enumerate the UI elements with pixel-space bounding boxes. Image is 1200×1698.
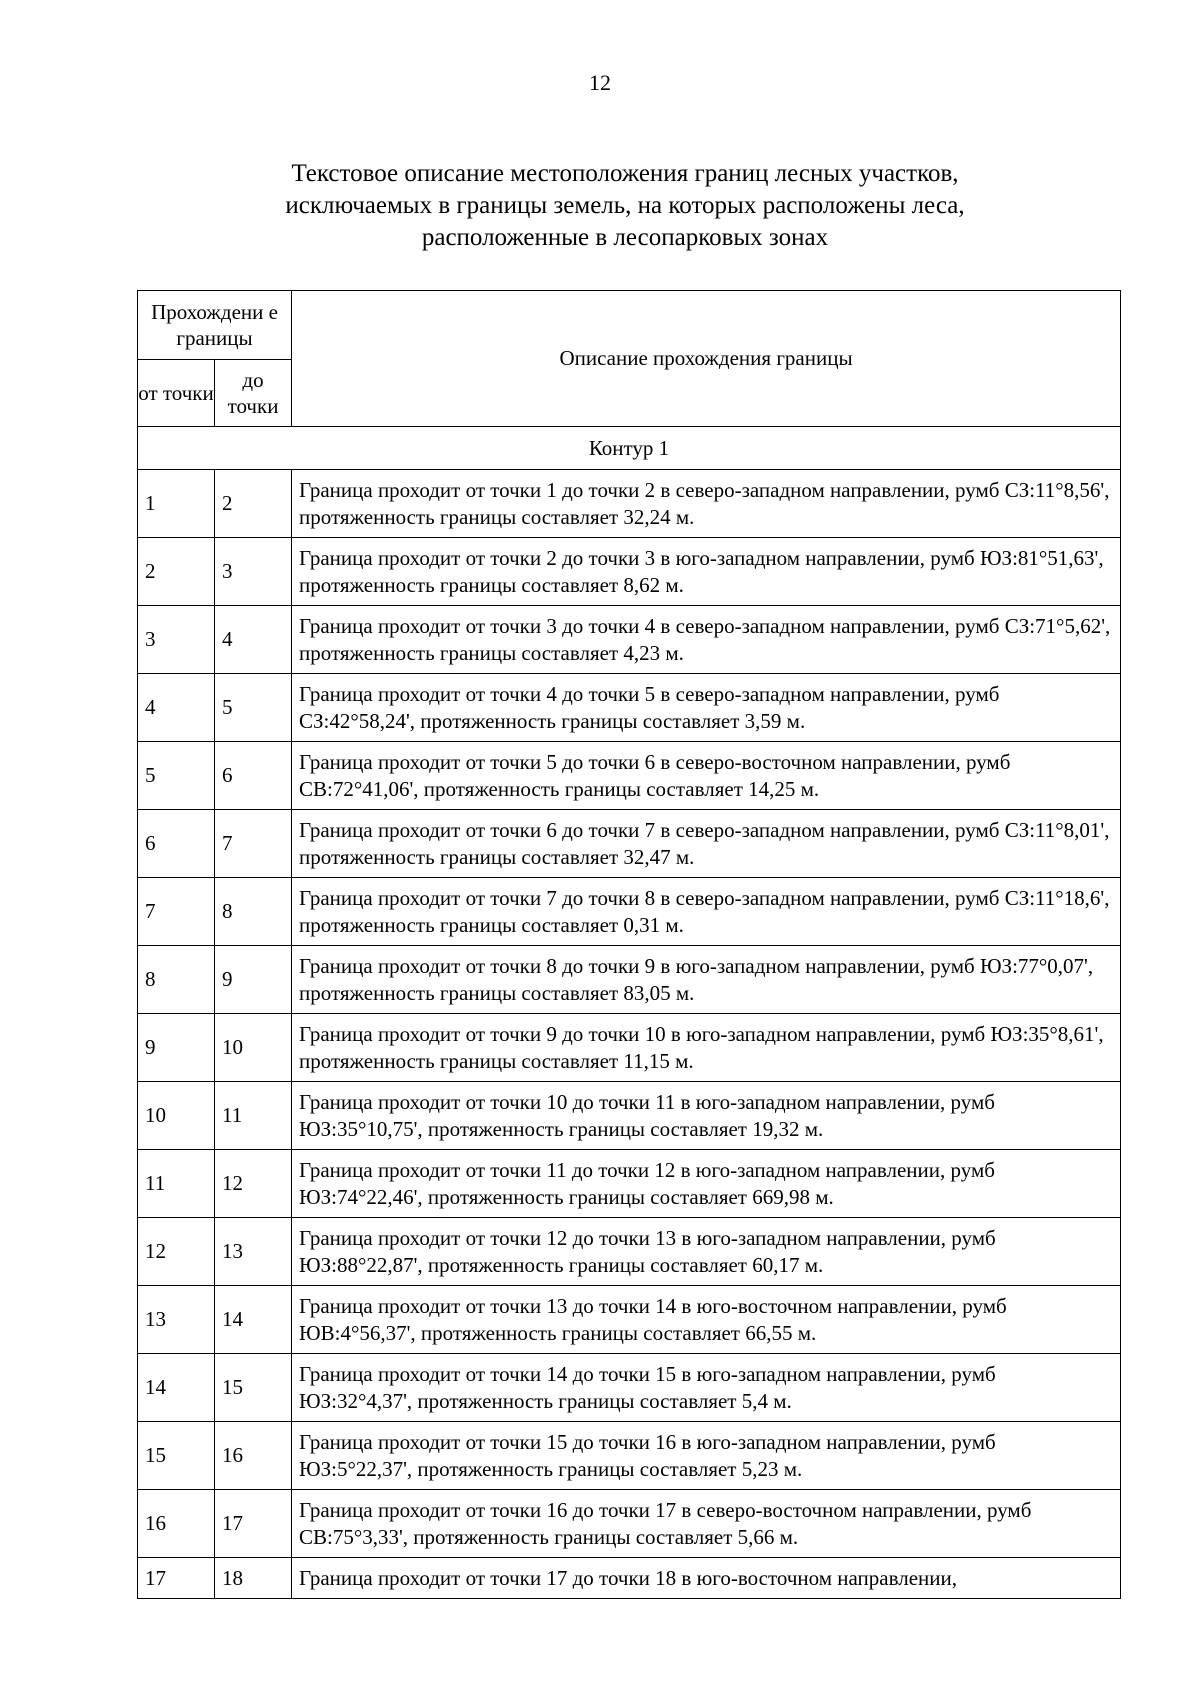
to-point-cell: 10 <box>215 1014 292 1082</box>
description-cell: Граница проходит от точки 3 до точки 4 в северо-западном направлении, румб СЗ:71°5,62', протяженность границы составляет 4,23 м. <box>292 606 1121 674</box>
description-cell: Граница проходит от точки 6 до точки 7 в северо-западном направлении, румб СЗ:11°8,01', протяженность границы составляет 32,47 м. <box>292 810 1121 878</box>
from-point-cell: 4 <box>138 674 215 742</box>
to-point-cell: 3 <box>215 538 292 606</box>
to-point-cell: 13 <box>215 1218 292 1286</box>
from-point-cell: 9 <box>138 1014 215 1082</box>
table-row <box>138 810 1121 878</box>
document-title <box>150 158 1100 254</box>
from-point-cell: 13 <box>138 1286 215 1354</box>
table-row <box>138 606 1121 674</box>
description-cell: Граница проходит от точки 14 до точки 15 в юго-западном направлении, румб ЮЗ:32°4,37', протяженность границы составляет 5,4 м. <box>292 1354 1121 1422</box>
description-cell: Граница проходит от точки 5 до точки 6 в северо-восточном направлении, румб СВ:72°41,06', протяженность границы составляет 14,25 м. <box>292 742 1121 810</box>
from-point-cell: 1 <box>138 470 215 538</box>
from-point-cell: 11 <box>138 1150 215 1218</box>
header-from-point: от точки <box>138 360 215 427</box>
header-boundary-passage: Прохождени е границы <box>138 291 292 360</box>
table-row <box>138 878 1121 946</box>
from-point-cell: 3 <box>138 606 215 674</box>
description-cell: Граница проходит от точки 17 до точки 18 в юго-восточном направлении, <box>292 1558 1121 1599</box>
description-cell: Граница проходит от точки 2 до точки 3 в юго-западном направлении, румб ЮЗ:81°51,63', протяженность границы составляет 8,62 м. <box>292 538 1121 606</box>
table-row <box>138 946 1121 1014</box>
description-cell: Граница проходит от точки 7 до точки 8 в северо-западном направлении, румб СЗ:11°18,6', протяженность границы составляет 0,31 м. <box>292 878 1121 946</box>
to-point-cell: 17 <box>215 1490 292 1558</box>
from-point-cell: 8 <box>138 946 215 1014</box>
to-point-cell: 5 <box>215 674 292 742</box>
from-point-cell: 15 <box>138 1422 215 1490</box>
description-cell: Граница проходит от точки 9 до точки 10 в юго-западном направлении, румб ЮЗ:35°8,61', протяженность границы составляет 11,15 м. <box>292 1014 1121 1082</box>
from-point-cell: 16 <box>138 1490 215 1558</box>
contour-row <box>138 427 1121 470</box>
to-point-cell: 6 <box>215 742 292 810</box>
description-cell: Граница проходит от точки 16 до точки 17 в северо-восточном направлении, румб СВ:75°3,33', протяженность границы составляет 5,66 м. <box>292 1490 1121 1558</box>
table-row <box>138 1286 1121 1354</box>
to-point-cell: 7 <box>215 810 292 878</box>
to-point-cell: 12 <box>215 1150 292 1218</box>
table-body <box>138 427 1121 1599</box>
header-description: Описание прохождения границы <box>292 291 1121 427</box>
table-row <box>138 1082 1121 1150</box>
description-cell: Граница проходит от точки 1 до точки 2 в северо-западном направлении, румб СЗ:11°8,56', протяженность границы составляет 32,24 м. <box>292 470 1121 538</box>
to-point-cell: 8 <box>215 878 292 946</box>
description-cell: Граница проходит от точки 10 до точки 11 в юго-западном направлении, румб ЮЗ:35°10,75', протяженность границы составляет 19,32 м. <box>292 1082 1121 1150</box>
from-point-cell: 14 <box>138 1354 215 1422</box>
to-point-cell: 11 <box>215 1082 292 1150</box>
title-line-1: Текстовое описание местоположения границ лесных участков, <box>291 160 959 187</box>
table-row <box>138 1558 1121 1599</box>
to-point-cell: 15 <box>215 1354 292 1422</box>
to-point-cell: 4 <box>215 606 292 674</box>
table-row <box>138 1354 1121 1422</box>
to-point-cell: 9 <box>215 946 292 1014</box>
from-point-cell: 7 <box>138 878 215 946</box>
to-point-cell: 14 <box>215 1286 292 1354</box>
table-row <box>138 538 1121 606</box>
title-line-3: расположенные в лесопарковых зонах <box>421 224 829 251</box>
description-cell: Граница проходит от точки 11 до точки 12 в юго-западном направлении, румб ЮЗ:74°22,46', протяженность границы составляет 669,98 м. <box>292 1150 1121 1218</box>
to-point-cell: 2 <box>215 470 292 538</box>
from-point-cell: 6 <box>138 810 215 878</box>
header-to-point: до точки <box>215 360 292 427</box>
to-point-cell: 16 <box>215 1422 292 1490</box>
table-row <box>138 1422 1121 1490</box>
description-cell: Граница проходит от точки 4 до точки 5 в северо-западном направлении, румб СЗ:42°58,24', протяженность границы составляет 3,59 м. <box>292 674 1121 742</box>
table-row <box>138 1490 1121 1558</box>
from-point-cell: 2 <box>138 538 215 606</box>
contour-label: Контур 1 <box>138 427 1121 470</box>
table-row <box>138 1014 1121 1082</box>
from-point-cell: 10 <box>138 1082 215 1150</box>
from-point-cell: 5 <box>138 742 215 810</box>
description-cell: Граница проходит от точки 13 до точки 14 в юго-восточном направлении, румб ЮВ:4°56,37', протяженность границы составляет 66,55 м. <box>292 1286 1121 1354</box>
description-cell: Граница проходит от точки 12 до точки 13 в юго-западном направлении, румб ЮЗ:88°22,87', протяженность границы составляет 60,17 м. <box>292 1218 1121 1286</box>
page-number: 12 <box>589 70 611 95</box>
description-cell: Граница проходит от точки 8 до точки 9 в юго-западном направлении, румб ЮЗ:77°0,07', протяженность границы составляет 83,05 м. <box>292 946 1121 1014</box>
table-row <box>138 1218 1121 1286</box>
to-point-cell: 18 <box>215 1558 292 1599</box>
description-cell: Граница проходит от точки 15 до точки 16 в юго-западном направлении, румб ЮЗ:5°22,37', протяженность границы составляет 5,23 м. <box>292 1422 1121 1490</box>
boundary-description-table <box>137 290 1121 1599</box>
title-line-2: исключаемых в границы земель, на которых расположены леса, <box>285 192 965 219</box>
table-row <box>138 742 1121 810</box>
from-point-cell: 12 <box>138 1218 215 1286</box>
table-row <box>138 1150 1121 1218</box>
table-row <box>138 674 1121 742</box>
table-row <box>138 470 1121 538</box>
from-point-cell: 17 <box>138 1558 215 1599</box>
